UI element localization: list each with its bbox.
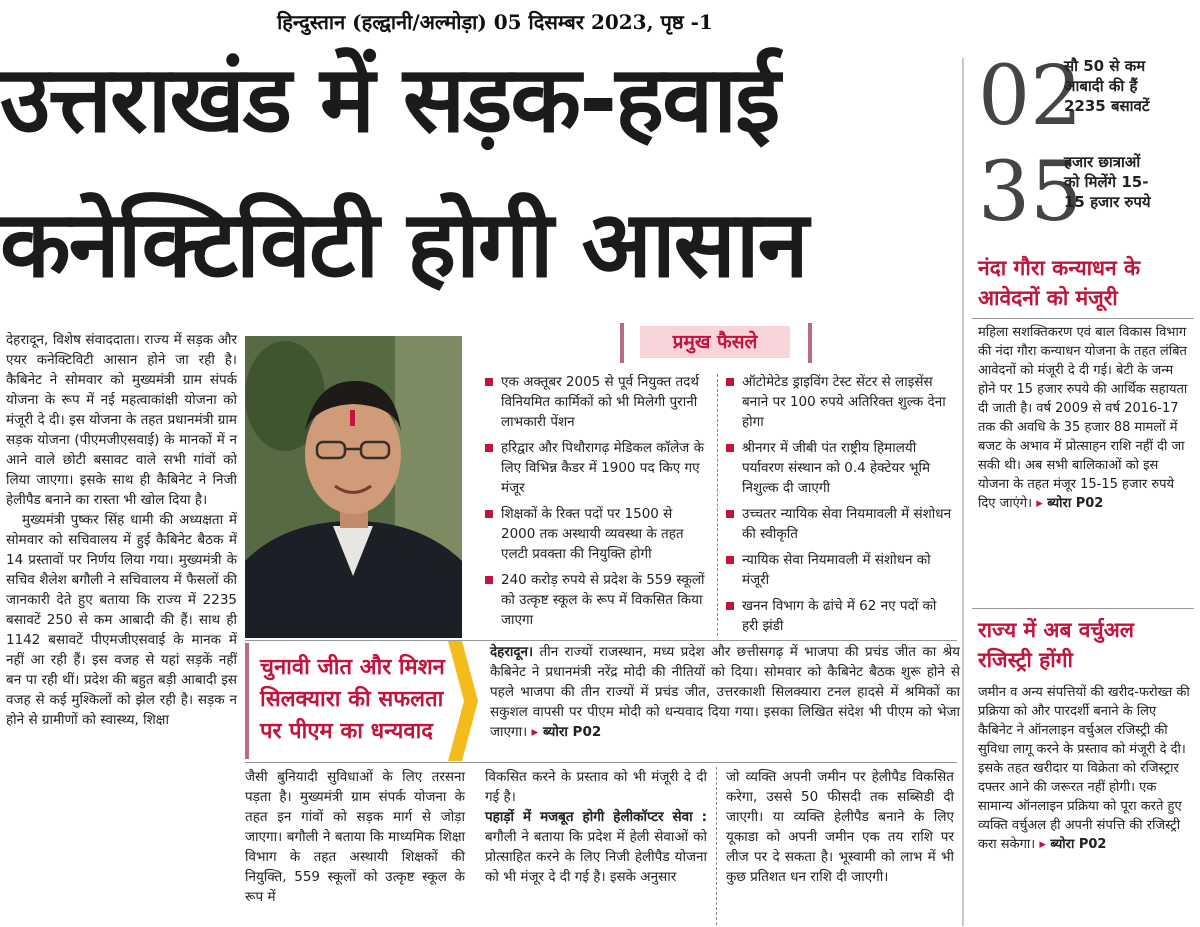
helicopter-subhead: पहाड़ों में मजबूत होगी हेलीकॉप्टर सेवा :	[485, 809, 707, 825]
stat-text: हजार छात्राओं को मिलेंगे 15- 15 हजार रुपये	[1064, 153, 1151, 211]
column-divider	[716, 767, 717, 925]
portrait-image	[245, 336, 462, 638]
stat-text: सौ 50 से कम आबादी की हैं 2235 बसावटें	[1064, 57, 1150, 115]
stat-number: 02	[978, 49, 1083, 144]
list-item: खनन विभाग के ढांचे में 62 नए पदों को हरी झंडी	[726, 596, 954, 636]
list-item: 240 करोड़ रुपये से प्रदेश के 559 स्कूलों को उत्कृष्ट स्कूल के रूप में विकसित किया जाएगा	[485, 570, 707, 630]
list-item: ऑटोमेटेड ड्राइविंग टेस्ट सेंटर से लाइसेंस बनाने पर 100 रुपये अतिरिक्त शुल्क देना होगा	[726, 372, 954, 432]
registry-heading: राज्य में अब वर्चुअल रजिस्ट्री होंगी	[978, 618, 1135, 672]
stat-box	[978, 145, 1198, 243]
headline-line-1: उत्तराखंड में सड़क-हवाई	[0, 46, 779, 153]
article-column-3: विकसित करने के प्रस्ताव को भी मंजूरी दे दी गई है। पहाड़ों में मजबूत होगी हेलीकॉप्टर सेवा : बगौली ने बताया कि प्रदेश में हेली सेवाओं को प्रोत्साहित करने के लिए निजी हेलीपैड योजना को भी मंजूर दे दी गई है। इसके अनुसार	[485, 769, 707, 885]
decisions-list-right	[726, 372, 954, 636]
list-item: हरिद्वार और पिथौरागढ़ मेडिकल कॉलेज के लिए विभिन्न कैडर में 1900 पद किए गए मंजूर	[485, 438, 707, 498]
section-rule	[245, 640, 957, 641]
registry-ref[interactable]: ▸ ब्योरा P02	[1039, 837, 1107, 852]
sidebar-divider	[962, 58, 964, 926]
list-item: श्रीनगर में जीबी पंत राष्ट्रीय हिमालयी पर्यावरण संस्थान को 0.4 हेक्टेयर भूमि निशुल्क दी जाएगी	[726, 438, 954, 498]
stat-number: 35	[978, 145, 1083, 240]
decisions-list-left	[485, 372, 707, 630]
chunavi-heading: चुनावी जीत और मिशन सिलक्यारा की सफलता पर पीएम का धन्यवाद	[260, 655, 445, 744]
list-item: शिक्षकों के रिक्त पदों पर 1500 से 2000 तक अस्थायी व्यवस्था के तहत एलटी प्रवक्ता की नियुक्ति होगी	[485, 504, 707, 564]
registry-body: जमीन व अन्य संपत्तियों की खरीद-फरोख्त की प्रक्रिया को और पारदर्शी बनाने के लिए कैबिनेट ने ऑनलाइन वर्चुअल रजिस्ट्री की सुविधा लागू करने के प्रस्ताव को मंजूरी दे दी। इसके तहत खरीदार या विक्रेता को रजिस्ट्रार दफ्तर आने की जरूरत नहीं होगी। एक सामान्य ऑनलाइन प्रक्रिया को पूरा करते हुए व्यक्ति वर्चुअल ही अपनी संपत्ति की रजिस्ट्री करा सकेगा। ▸ ब्योरा P02	[978, 685, 1190, 852]
stat-box	[978, 49, 1198, 147]
article-column-2: जैसी बुनियादी सुविधाओं के लिए तरसना पड़ता है। मुख्यमंत्री ग्राम संपर्क योजना के तहत इन गांवों को सड़क मार्ग से जोड़ा जाएगा। बगौली ने बताया कि माध्यमिक शिक्षा विभाग के तहत अस्थायी शिक्षकों की नियुक्ति, 559 स्कूलों को उत्कृष्ट स्कूल के रूप में	[245, 769, 465, 905]
section-rule	[245, 762, 957, 763]
article-column-1: देहरादून, विशेष संवाददाता। राज्य में सड़क और एयर कनेक्टिविटी आसान होने जा रही है। कैबिनेट ने सोमवार को मुख्यमंत्री ग्राम संपर्क योजना के रूप में नई महत्वाकांक्षी योजना को मंजूरी दे दी। इस योजना के तहत प्रधानमंत्री ग्राम सड़क योजना (पीएमजीएसवाई) के मानकों में न आने वाले छोटी बसावट वाले सभी गांवों को लिया जाएगा। इसके साथ ही कैबिनेट ने निजी हेलीपैड बनाने का रास्ता भी खोल दिया है। मुख्यमंत्री पुष्कर सिंह धामी की अध्यक्षता में सोमवार को सचिवालय में हुई कैबिनेट बैठक में 14 प्रस्तावों पर निर्णय लिया गया। मुख्यमंत्री के सचिव शैलेश बगौली ने सचिवालय में फैसलों की जानकारी देते हुए बताया कि राज्य में 2235 बसावटें 250 से कम आबादी की हैं। साथ ही 1142 बसावटें पीएमजीएसवाई के मानक में नहीं आ रही हैं। इस वजह से यहां सड़कें नहीं बन पा रही थीं। प्रदेश की बहुत बड़ी आबादी इस वजह से कई मुश्किलों को झेल रही है। सड़क न होने से ग्रामीणों को स्वास्थ्य, शिक्षा	[6, 332, 237, 728]
list-item: न्यायिक सेवा नियमावली में संशोधन को मंजूरी	[726, 550, 954, 590]
chunavi-body: देहरादून। तीन राज्यों राजस्थान, मध्य प्रदेश और छत्तीसगढ़ में भाजपा की प्रचंड जीत का श्रेय कैबिनेट ने प्रधानमंत्री नरेंद्र मोदी की नीतियों को दिया। सोमवार को कैबिनेट बैठक शुरू होने से पहले भाजपा की तीन राज्यों में प्रचंड जीत, उत्तरकाशी सिलक्यारा टनल हादसे में श्रमिकों का सकुशल वापसी पर पीएम मोदी को धन्यवाद दिया गया। इसका लिखित संदेश भी पीएम को भेजा जाएगा। ▸ ब्योरा P02	[490, 644, 960, 740]
masthead: हिन्दुस्तान (हल्द्वानी/अल्मोड़ा) 05 दिसम्बर 2023, पृष्ठ -1	[277, 10, 713, 34]
section-rule	[972, 608, 1194, 609]
decisions-label: प्रमुख फैसले	[640, 326, 790, 358]
nanda-ref[interactable]: ▸ ब्योरा P02	[1036, 496, 1104, 511]
list-item: एक अक्तूबर 2005 से पूर्व नियुक्त तदर्थ विनियमित कार्मिकों को भी मिलेगी पुरानी लाभकारी पेंशन	[485, 372, 707, 432]
decisions-divider	[717, 374, 718, 636]
section-rule	[972, 318, 1194, 319]
nanda-body: महिला सशक्तिकरण एवं बाल विकास विभाग की नंदा गौरा कन्याधन योजना के तहत लंबित आवेदनों को मंजूरी दे दी गई। बेटी के जन्म होने पर 15 हजार रुपये की आर्थिक सहायता दी जाती है। वर्ष 2009 से वर्ष 2016-17 तक की अवधि के 35 हजार 88 मामलों में बजट के अभाव में प्रोत्साहन राशि नहीं दी जा सकी थी। अब सभी बालिकाओं को इस योजना के तहत मंजूर 15-15 हजार रुपये दिए जाएंगे। ▸ ब्योरा P02	[978, 325, 1188, 511]
nanda-heading: नंदा गौरा कन्याधन के आवेदनों को मंजूरी	[978, 256, 1141, 310]
chief-minister-photo	[245, 336, 462, 638]
headline-line-2: कनेक्टिविटी होगी आसान	[0, 191, 807, 298]
article-column-4: जो व्यक्ति अपनी जमीन पर हेलीपैड विकसित करेगा, उससे 50 फीसदी तक सब्सिडी दी जाएगी। या व्यक्ति हेलीपैड बनाने के लिए यूकाडा को अपनी जमीन एक तय राशि पर लीज पर दे सकता है। भूस्वामी को लाभ में भी कुछ प्रतिशत धन राशि दी जाएगी।	[726, 769, 954, 885]
list-item: उच्चतर न्यायिक सेवा नियमावली में संशोधन की स्वीकृति	[726, 504, 954, 544]
chunavi-ref[interactable]: ▸ ब्योरा P02	[531, 724, 602, 740]
